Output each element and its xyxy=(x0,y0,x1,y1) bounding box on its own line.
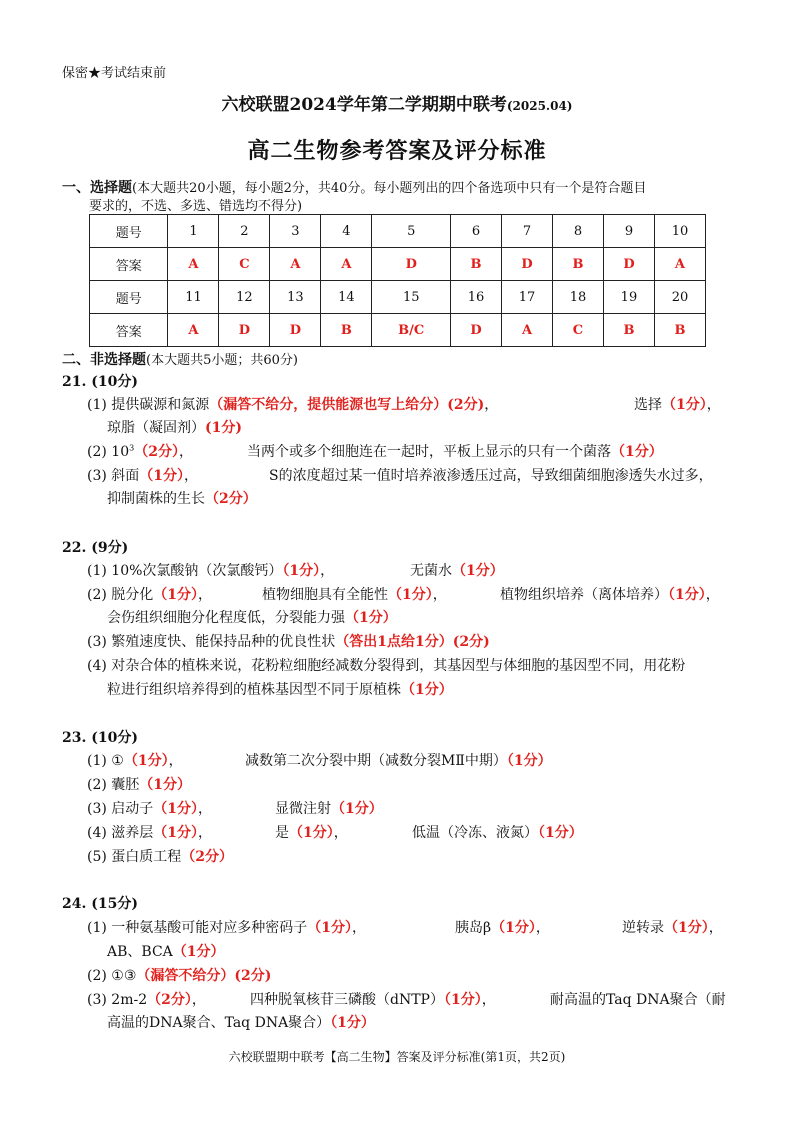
score-note: （1分） xyxy=(172,944,225,960)
answer-cell: A xyxy=(270,248,321,281)
score-note: （答出1点给1分）(2分) xyxy=(335,634,490,650)
q21-line1-b xyxy=(634,394,721,414)
answer-text: 低温（冷冻、液氮） xyxy=(412,825,538,841)
answer-cell: C xyxy=(219,248,270,281)
q23-line3-a xyxy=(87,798,212,818)
answer-cell: D xyxy=(451,314,502,347)
answer-cell: D xyxy=(603,248,654,281)
answer-cell: B xyxy=(553,248,604,281)
q21-line4-b: S的浓度超过某一值时培养液渗透压过高，导致细菌细胞渗透失水过多， xyxy=(269,468,713,484)
answer-text: 植物细胞具有全能性 xyxy=(262,587,388,603)
score-note: （1分） xyxy=(139,777,192,793)
q23-line4-b xyxy=(275,822,348,842)
score-note: （2分） xyxy=(181,849,234,865)
question-number: 5 xyxy=(372,215,451,248)
score-note: （1分） xyxy=(123,753,169,769)
answer-text: (1) ① xyxy=(87,753,124,769)
answer-cell: D xyxy=(372,248,451,281)
q23-title: 23. (10分) xyxy=(62,730,138,746)
section1-label: 一、选择题 xyxy=(62,180,132,196)
answer-cell: C xyxy=(553,314,604,347)
punctuation: ， xyxy=(333,825,348,841)
punctuation: ， xyxy=(706,397,721,413)
score-note: （1分） xyxy=(153,587,199,603)
q21-line4-a xyxy=(87,465,198,485)
answer-text: (3) 繁殖速度快、能保持品种的优良性状 xyxy=(87,634,336,650)
score-note: （1分） xyxy=(282,563,321,579)
answer-text: AB、BCA xyxy=(107,944,173,960)
punctuation: ， xyxy=(705,587,720,603)
answer-text: (2) ①③ xyxy=(87,968,137,984)
question-number: 15 xyxy=(372,281,451,314)
answer-text: 逆转录 xyxy=(622,920,664,936)
answer-text: (5) 蛋白质工程 xyxy=(87,849,182,865)
q24-line5-a xyxy=(107,1012,375,1032)
answer-text: 粒进行组织培养得到的植株基因型不同于原植株 xyxy=(107,682,401,698)
score-note: （1分） xyxy=(664,920,709,936)
answer-cell: D xyxy=(219,314,270,347)
punctuation: ， xyxy=(191,992,206,1008)
q21-title: 21. (10分) xyxy=(62,374,138,390)
answer-text: 当两个或多个细胞连在一起时，平板上显示的只有一个菌落 xyxy=(247,444,611,460)
answer-cell: B xyxy=(451,248,502,281)
answer-cell: B xyxy=(654,314,705,347)
answer-cell: A xyxy=(168,248,219,281)
answer-text: 显微注射 xyxy=(275,801,331,817)
exam-title-main: 六校联盟2024学年第二学期期中联考 xyxy=(221,95,507,115)
q24-line1-a xyxy=(87,917,366,937)
q21-line5-a xyxy=(107,488,257,508)
score-note: （1分） xyxy=(401,682,453,698)
answer-cell: B xyxy=(321,314,372,347)
question-number: 3 xyxy=(270,215,321,248)
score-note: （1分） xyxy=(388,587,433,603)
score-note: （1分） xyxy=(153,801,199,817)
q23-line1-a xyxy=(87,750,183,770)
row-label-answer: 答案 xyxy=(90,314,168,347)
score-note: （2分） xyxy=(134,444,179,460)
score-note: （漏答不给分，提供能源也写上给分）(2分) xyxy=(209,397,485,413)
answer-cell: A xyxy=(321,248,372,281)
score-note: （2分） xyxy=(147,992,192,1008)
answer-cell: B/C xyxy=(372,314,451,347)
answer-cell: A xyxy=(502,314,553,347)
question-number: 20 xyxy=(654,281,705,314)
answer-cell: D xyxy=(502,248,553,281)
q24-line1-c xyxy=(622,917,723,937)
question-number: 12 xyxy=(219,281,270,314)
score-note: （1分） xyxy=(153,825,199,841)
score-note: （1分） xyxy=(491,920,536,936)
answer-text: 选择 xyxy=(634,397,662,413)
punctuation: ， xyxy=(168,753,183,769)
answer-text: (3) 2m-2 xyxy=(87,992,148,1008)
q24-line1-b xyxy=(455,917,550,937)
exam-title xyxy=(0,90,794,115)
q22-line6-a xyxy=(107,679,453,699)
page-footer: 六校联盟期中联考【高二生物】答案及评分标准(第1页，共2页) xyxy=(228,1050,566,1064)
q23-line4-a xyxy=(87,822,212,842)
question-number: 16 xyxy=(451,281,502,314)
table-row-numbers-2 xyxy=(90,281,706,314)
row-label-answer: 答案 xyxy=(90,248,168,281)
q22-line1-b xyxy=(410,560,504,580)
answer-text: (4) 滋养层 xyxy=(87,825,154,841)
answer-cell: A xyxy=(654,248,705,281)
answer-text: (3) 启动子 xyxy=(87,801,154,817)
answer-text: 抑制菌株的生长 xyxy=(107,491,205,507)
score-note: （1分） xyxy=(345,610,397,626)
section2-desc: (本大题共5小题；共60分) xyxy=(146,353,298,368)
answer-text: (2) 10 xyxy=(87,444,130,460)
punctuation: ， xyxy=(352,920,367,936)
section2-heading xyxy=(62,349,298,369)
score-note: （1分） xyxy=(307,920,353,936)
q24-line4-b xyxy=(250,989,496,1009)
score-note: （1分） xyxy=(443,992,482,1008)
q22-line5-a: (4) 对杂合体的植株来说，花粉粒细胞经减数分裂得到，其基因型与体细胞的基因型不同，用花粉 xyxy=(87,658,686,674)
question-number: 8 xyxy=(553,215,604,248)
punctuation: ， xyxy=(484,397,499,413)
question-number: 17 xyxy=(502,281,553,314)
answer-text: (1) 一种氨基酸可能对应多种密码子 xyxy=(87,920,308,936)
punctuation: ， xyxy=(198,825,213,841)
answer-text: 是 xyxy=(275,825,289,841)
question-number: 7 xyxy=(502,215,553,248)
q23-line4-c xyxy=(412,822,583,842)
q22-line1-a xyxy=(87,560,334,580)
q22-line2-c xyxy=(500,584,720,604)
question-number: 10 xyxy=(654,215,705,248)
q24-title: 24. (15分) xyxy=(62,896,138,912)
q22-line3-a xyxy=(107,607,397,627)
question-number: 4 xyxy=(321,215,372,248)
q21-line3-a xyxy=(87,441,193,461)
exponent: 3 xyxy=(129,443,135,453)
q22-line4-a xyxy=(87,631,490,651)
punctuation: ， xyxy=(198,801,213,817)
question-number: 1 xyxy=(168,215,219,248)
confidential-label: 保密★考试结束前 xyxy=(62,66,167,81)
q21-line2-a xyxy=(107,417,242,437)
q22-line2-a xyxy=(87,584,212,604)
score-note: （1分） xyxy=(452,563,504,579)
answer-text: (1) 提供碳源和氮源 xyxy=(87,397,210,413)
row-label-number: 题号 xyxy=(90,215,168,248)
score-note: （1分） xyxy=(139,468,185,484)
answer-text: 琼脂（凝固剂） xyxy=(107,420,205,436)
answer-text: 无菌水 xyxy=(410,563,452,579)
row-label-number: 题号 xyxy=(90,281,168,314)
question-number: 19 xyxy=(603,281,654,314)
score-note: （1分） xyxy=(506,753,552,769)
punctuation: ， xyxy=(184,468,199,484)
q24-line2-a xyxy=(107,941,225,961)
score-note: （2分） xyxy=(205,491,257,507)
q23-line5-a xyxy=(87,846,233,866)
answer-text: (2) 囊胚 xyxy=(87,777,140,793)
answer-text: 胰岛β xyxy=(455,920,492,936)
score-note: （1分） xyxy=(668,587,706,603)
punctuation: ， xyxy=(535,920,550,936)
q21-line3-b xyxy=(247,441,663,461)
answer-text: 植物组织培养（离体培养） xyxy=(500,587,668,603)
question-number: 2 xyxy=(219,215,270,248)
question-number: 11 xyxy=(168,281,219,314)
q22-title: 22. (9分) xyxy=(62,540,129,556)
punctuation: ， xyxy=(481,992,496,1008)
punctuation: ， xyxy=(432,587,447,603)
answer-cell: D xyxy=(270,314,321,347)
q24-line4-c: 耐高温的Taq DNA聚合（耐 xyxy=(550,992,726,1008)
score-note: (1分) xyxy=(205,420,242,436)
answer-text: (3) 斜面 xyxy=(87,468,140,484)
section1-desc-line1: (本大题共20小题，每小题2分，共40分。每小题列出的四个备选项中只有一个是符合题目 xyxy=(132,181,647,196)
question-number: 9 xyxy=(603,215,654,248)
answer-cell: B xyxy=(603,314,654,347)
answer-text: 四种脱氧核苷三磷酸（dNTP） xyxy=(250,992,444,1008)
answer-text: 会伤组织细胞分化程度低，分裂能力强 xyxy=(107,610,345,626)
section2-label: 二、非选择题 xyxy=(62,352,146,368)
q24-line4-a xyxy=(87,989,206,1009)
score-note: （1分） xyxy=(289,825,334,841)
q21-line1-a xyxy=(87,394,498,414)
score-note: （漏答不给分）(2分) xyxy=(136,968,272,984)
punctuation: ， xyxy=(708,920,723,936)
section1-desc-line2: 要求的，不选、多选、错选均不得分) xyxy=(89,199,303,214)
answer-table xyxy=(89,214,706,347)
punctuation: ， xyxy=(320,563,335,579)
score-note: （1分） xyxy=(662,397,707,413)
q23-line3-b xyxy=(275,798,383,818)
question-number: 6 xyxy=(451,215,502,248)
answer-cell: A xyxy=(168,314,219,347)
table-row-numbers-1 xyxy=(90,215,706,248)
exam-title-year: (2025.04) xyxy=(506,99,573,113)
q23-line2-a xyxy=(87,774,191,794)
score-note: （1分） xyxy=(330,1015,375,1031)
score-note: （1分） xyxy=(538,825,583,841)
q22-line2-b xyxy=(262,584,447,604)
question-number: 13 xyxy=(270,281,321,314)
score-note: （1分） xyxy=(331,801,383,817)
section1-heading xyxy=(62,177,646,197)
q24-line3-a xyxy=(87,965,271,985)
question-number: 14 xyxy=(321,281,372,314)
answer-text: 高温的DNA聚合、Taq DNA聚合） xyxy=(107,1015,331,1031)
score-note: （1分） xyxy=(611,444,663,460)
punctuation: ， xyxy=(178,444,193,460)
answer-text: (1) 10%次氯酸钠（次氯酸钙） xyxy=(87,563,283,579)
punctuation: ， xyxy=(198,587,213,603)
q23-line1-b xyxy=(245,750,552,770)
table-row-answers-2 xyxy=(90,314,706,347)
question-number: 18 xyxy=(553,281,604,314)
answer-text: 减数第二次分裂中期（减数分裂MⅡ中期） xyxy=(245,753,507,769)
table-row-answers-1 xyxy=(90,248,706,281)
document-subtitle: 高二生物参考答案及评分标准 xyxy=(247,138,547,164)
answer-text: (2) 脱分化 xyxy=(87,587,154,603)
